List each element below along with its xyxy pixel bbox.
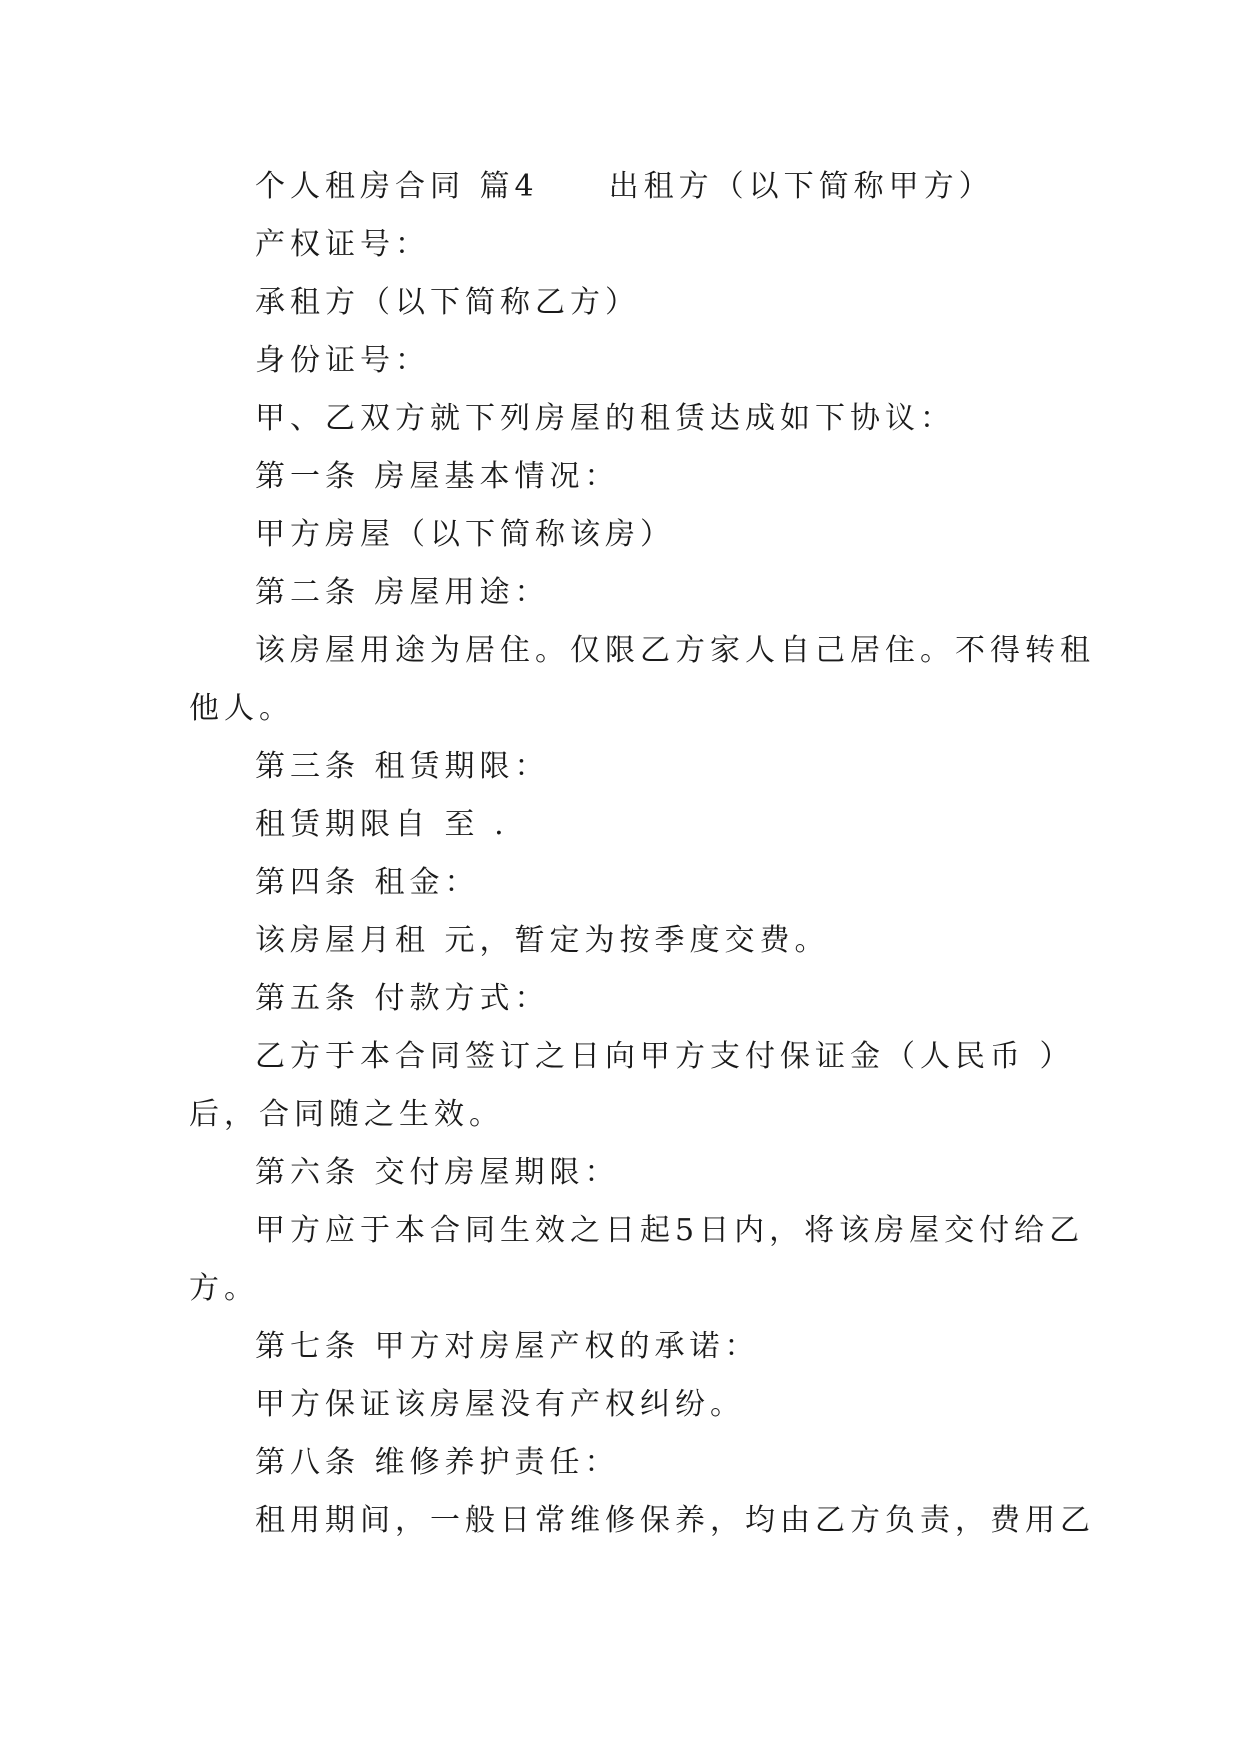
text-line: 甲方应于本合同生效之日起5日内，将该房屋交付给乙 [255,1213,1085,1248]
text-line: 产权证号： [255,227,430,262]
article-heading: 第二条 房屋用途： [255,575,550,610]
article-heading: 第一条 房屋基本情况： [255,459,620,494]
text-line-continuation: 他人。 [189,691,294,726]
text-line: 承租方（以下简称乙方） [255,285,640,320]
article-heading: 第三条 租赁期限： [255,749,550,784]
article-heading: 第六条 交付房屋期限： [255,1155,620,1190]
text-line-continuation: 后，合同随之生效。 [189,1097,504,1132]
text-line: 甲、乙双方就下列房屋的租赁达成如下协议： [255,401,955,436]
text-line: 该房屋月租 元，暂定为按季度交费。 [255,923,830,958]
text-line: 租用期间，一般日常维修保养，均由乙方负责，费用乙 [255,1503,1095,1538]
text-line: 身份证号： [255,343,430,378]
text-line: 该房屋用途为居住。仅限乙方家人自己居住。不得转租 [255,633,1095,668]
article-heading: 第四条 租金： [255,865,480,900]
article-heading: 第五条 付款方式： [255,981,550,1016]
text-line: 乙方于本合同签订之日向甲方支付保证金（人民币 ） [255,1039,1075,1074]
text-line: 甲方房屋（以下简称该房） [255,517,675,552]
title-line: 个人租房合同 篇4 出租方（以下简称甲方） [255,169,994,204]
text-line: 甲方保证该房屋没有产权纠纷。 [255,1387,745,1422]
document-body [189,158,1095,1550]
article-heading: 第八条 维修养护责任： [255,1445,620,1480]
article-heading: 第七条 甲方对房屋产权的承诺： [255,1329,760,1364]
text-line: 租赁期限自 至 . [255,807,509,842]
text-line-continuation: 方。 [189,1271,259,1306]
